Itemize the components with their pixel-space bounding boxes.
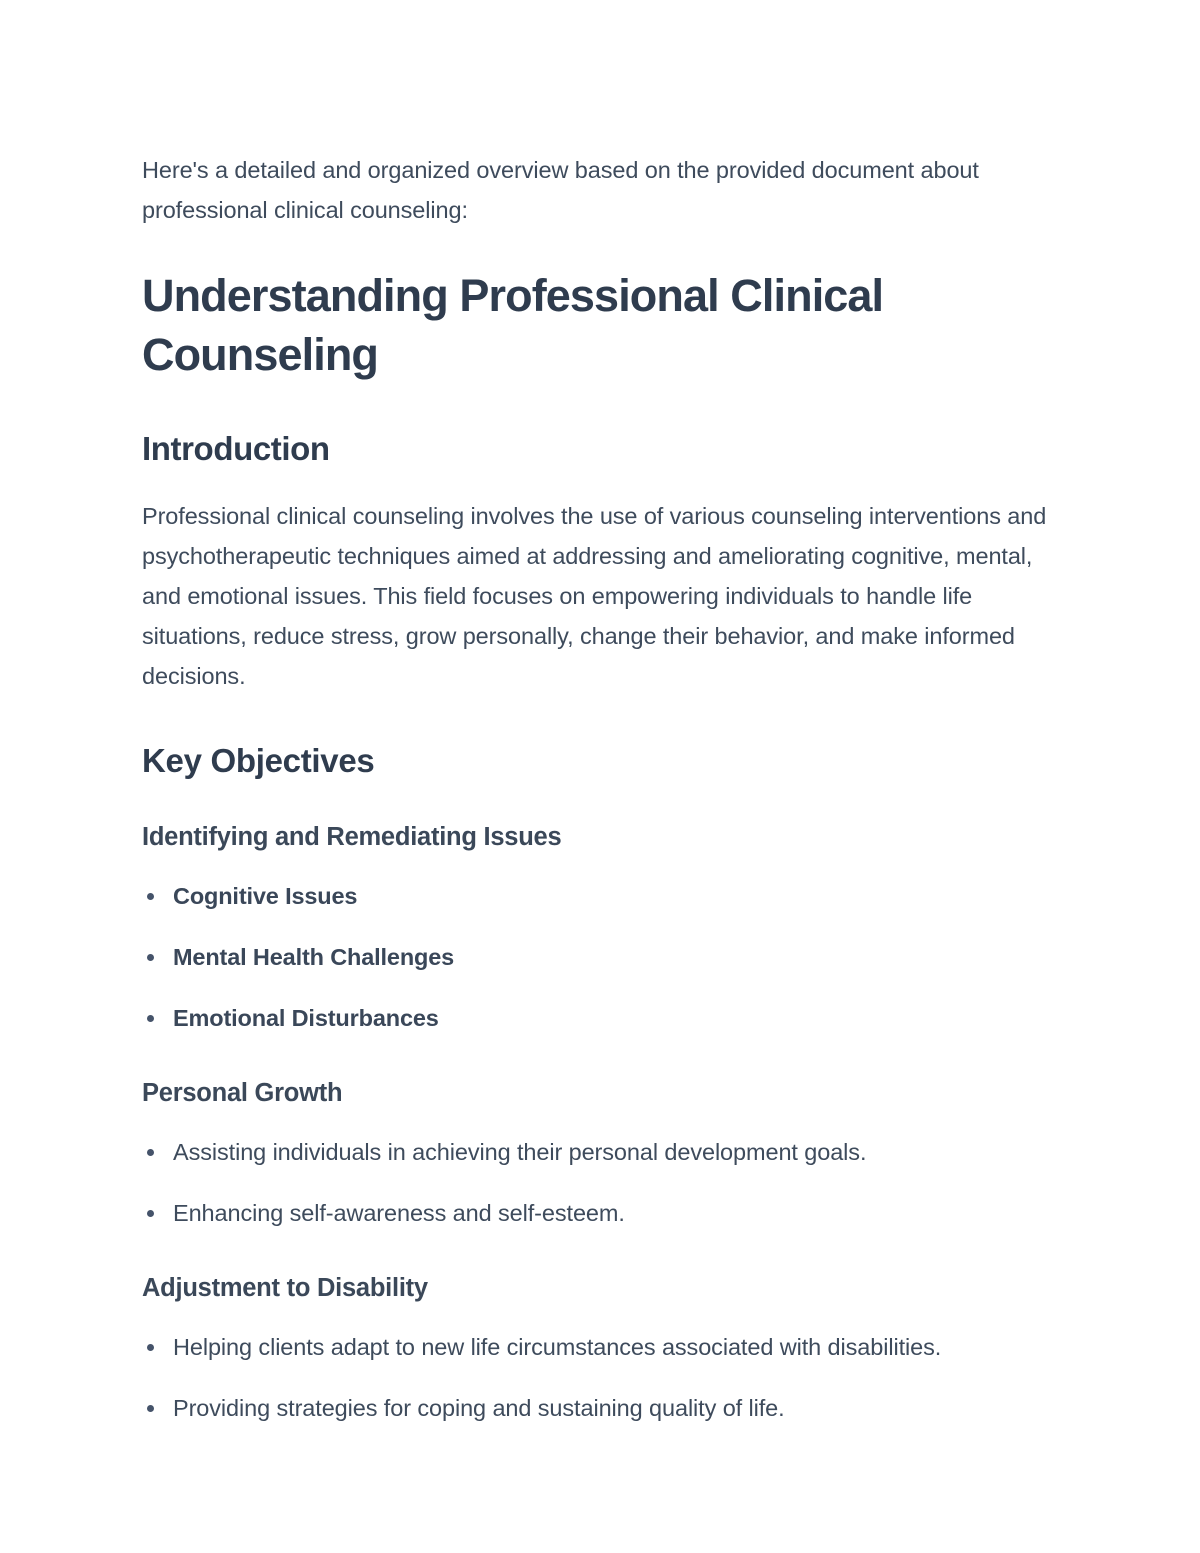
bullet-list (142, 1132, 1060, 1233)
subsection-heading: Adjustment to Disability (142, 1274, 428, 1302)
list-item: Cognitive Issues (142, 876, 1013, 916)
list-item: Helping clients adapt to new life circumstances associated with disabilities. (142, 1327, 1013, 1367)
subsection-heading: Identifying and Remediating Issues (142, 823, 562, 851)
section-heading-key-objectives: Key Objectives (142, 742, 375, 779)
introduction-paragraph: Professional clinical counseling involves the use of various counseling interventions and psychotherapeutic techniques aimed at addressing and ameliorating cognitive, mental, and emotional issues. This field focuses on empowering individuals to handle life situations, reduce stress, grow personally, change their behavior, and make informed decisions. (142, 503, 1047, 689)
subsection-adjustment-to-disability (142, 1271, 1060, 1428)
page-title: Understanding Professional Clinical Counseling (142, 270, 884, 380)
lead-paragraph: Here's a detailed and organized overview based on the provided document about professional clinical counseling: (142, 157, 979, 223)
list-item: Providing strategies for coping and sustaining quality of life. (142, 1388, 1013, 1428)
section-heading-introduction: Introduction (142, 430, 330, 467)
list-item: Enhancing self-awareness and self-esteem. (142, 1193, 1013, 1233)
subsection-heading: Personal Growth (142, 1079, 343, 1107)
bullet-list (142, 1327, 1060, 1428)
subsection-personal-growth (142, 1076, 1060, 1233)
subsection-identifying-and-remediating-issues (142, 820, 1060, 1038)
bullet-list (142, 876, 1060, 1038)
list-item: Assisting individuals in achieving their personal development goals. (142, 1132, 1013, 1172)
list-item: Emotional Disturbances (142, 998, 1013, 1038)
list-item: Mental Health Challenges (142, 937, 1013, 977)
document-body (142, 150, 1060, 1428)
